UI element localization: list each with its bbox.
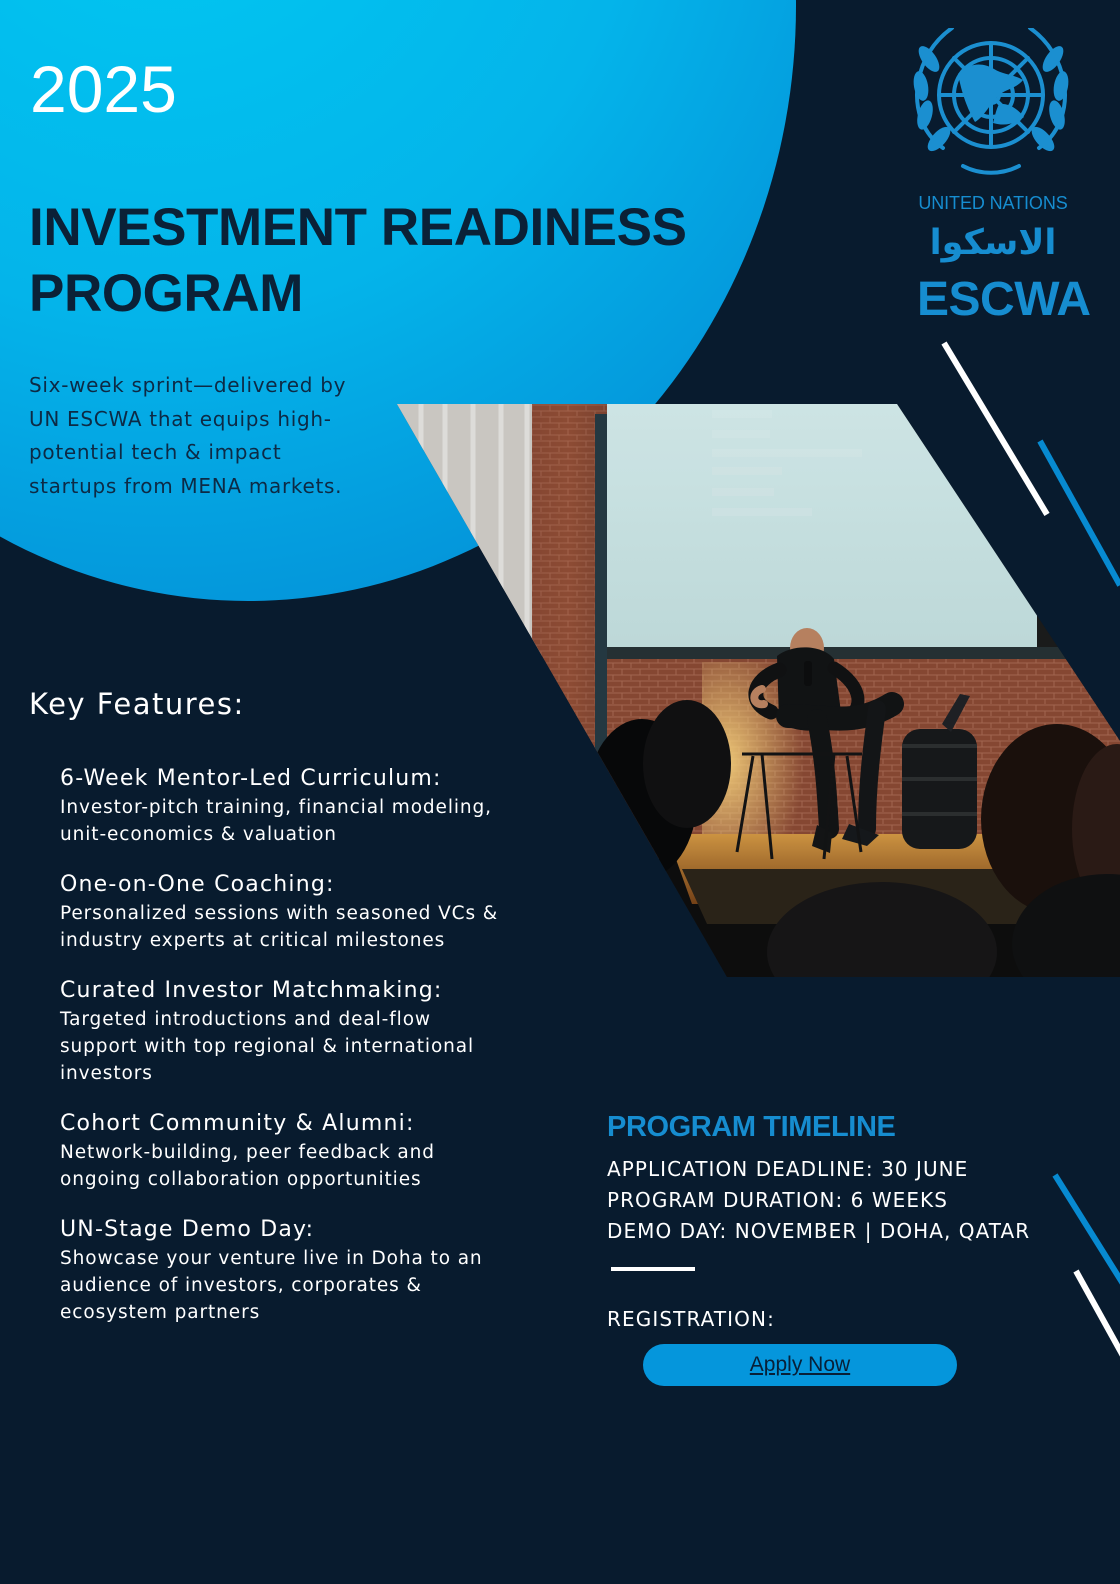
decorative-white-line-top xyxy=(941,341,1049,516)
intro-line: Six-week sprint—delivered by xyxy=(29,373,347,397)
escwa-acronym: ESCWA xyxy=(917,273,1091,326)
program-intro xyxy=(29,369,374,503)
program-timeline xyxy=(607,1110,1087,1271)
apply-now-button[interactable]: Apply Now xyxy=(643,1344,957,1386)
feature-description-line: ongoing collaboration opportunities xyxy=(60,1169,422,1190)
feature-description xyxy=(60,794,585,848)
feature-item xyxy=(60,870,585,954)
key-features-list xyxy=(60,764,585,1348)
feature-description-line: unit-economics & valuation xyxy=(60,824,337,845)
feature-item xyxy=(60,1109,585,1193)
feature-description-line: Showcase your venture live in Doha to an xyxy=(60,1248,483,1269)
decorative-blue-line-top xyxy=(1037,440,1120,587)
timeline-item: PROGRAM DURATION: 6 WEEKS xyxy=(607,1188,948,1212)
un-emblem-icon xyxy=(905,28,1077,184)
timeline-item: DEMO DAY: NOVEMBER | DOHA, QATAR xyxy=(607,1219,1031,1243)
decorative-white-line-bottom xyxy=(1073,1270,1120,1365)
feature-description-line: investors xyxy=(60,1063,153,1084)
feature-description-line: support with top regional & international xyxy=(60,1036,475,1057)
intro-line: UN ESCWA that equips high- xyxy=(29,406,332,431)
escwa-arabic-name: الاسكوا xyxy=(929,223,1057,263)
feature-item xyxy=(60,764,585,848)
feature-item xyxy=(60,1215,585,1326)
feature-description-line: Network-building, peer feedback and xyxy=(60,1142,435,1163)
timeline-item: APPLICATION DEADLINE: 30 JUNE xyxy=(607,1157,969,1181)
feature-description-line: Personalized sessions with seasoned VCs & xyxy=(60,903,499,924)
feature-title: UN-Stage Demo Day: xyxy=(60,1217,315,1242)
feature-description-line: Investor-pitch training, financial modeling, xyxy=(60,797,492,818)
feature-title: 6-Week Mentor-Led Curriculum: xyxy=(60,766,442,791)
key-features-heading: Key Features: xyxy=(29,687,245,721)
feature-description-line: ecosystem partners xyxy=(60,1302,261,1323)
timeline-divider xyxy=(611,1267,695,1271)
feature-description xyxy=(60,1139,585,1193)
program-year: 2025 xyxy=(30,52,177,126)
program-title-line: INVESTMENT READINESS xyxy=(29,198,687,257)
feature-description-line: Targeted introductions and deal-flow xyxy=(60,1009,431,1030)
registration-label: REGISTRATION: xyxy=(607,1307,775,1331)
united-nations-label: UNITED NATIONS xyxy=(918,193,1068,213)
feature-description xyxy=(60,900,585,954)
un-escwa-logo xyxy=(905,28,1095,328)
feature-item xyxy=(60,976,585,1087)
feature-description-line: audience of investors, corporates & xyxy=(60,1275,422,1296)
feature-title: Cohort Community & Alumni: xyxy=(60,1111,415,1136)
feature-title: One-on-One Coaching: xyxy=(60,872,335,897)
feature-description xyxy=(60,1245,585,1326)
feature-description xyxy=(60,1006,585,1087)
intro-line: startups from MENA markets. xyxy=(29,473,343,498)
feature-title: Curated Investor Matchmaking: xyxy=(60,978,443,1003)
feature-description-line: industry experts at critical milestones xyxy=(60,930,446,951)
program-title-line: PROGRAM xyxy=(29,264,303,323)
intro-line: potential tech & impact xyxy=(29,440,282,464)
program-timeline-heading: PROGRAM TIMELINE xyxy=(607,1111,896,1143)
program-title xyxy=(29,195,719,327)
